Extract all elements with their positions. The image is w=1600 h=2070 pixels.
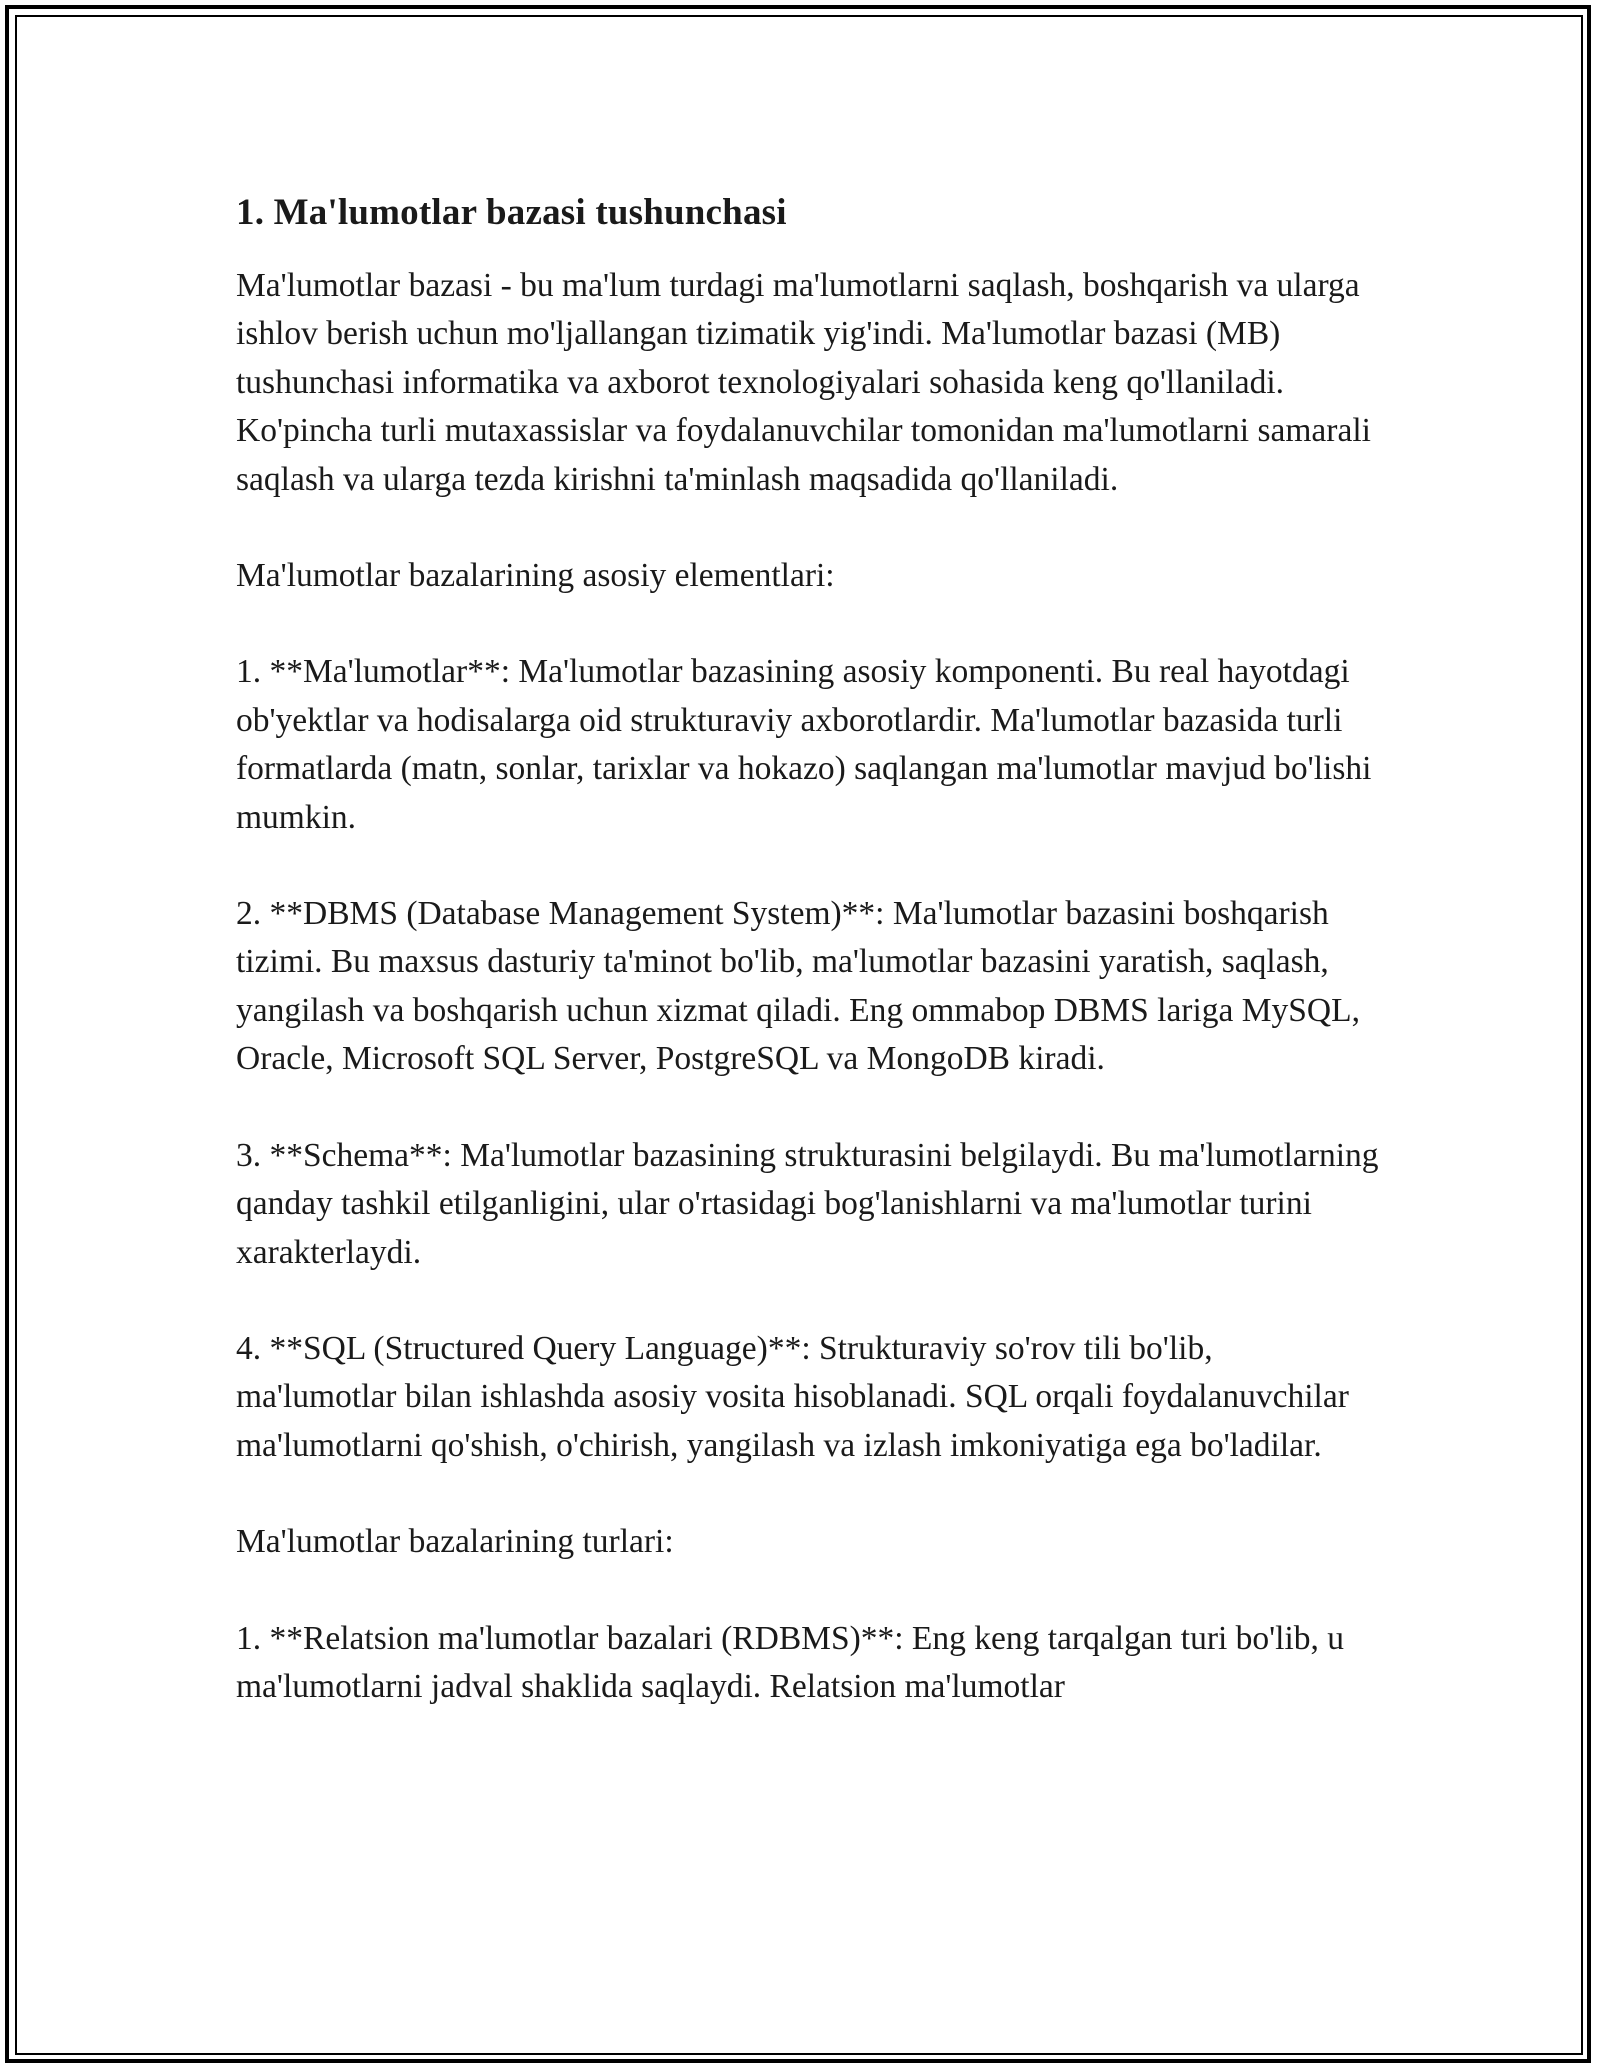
paragraph-types-intro: Ma'lumotlar bazalarining turlari: xyxy=(236,1523,674,1561)
list-item-data: 1. **Ma'lumotlar**: Ma'lumotlar bazasining asosiy komponenti. Bu real hayotdagi ob'yektlar va hodisalarga oid strukturaviy axborotlardir. Ma'lumotlar bazasida turli formatlarda (matn, sonlar, tarixlar va hokazo) saqlangan ma'lumotlar mavjud bo'lishi mumkin. xyxy=(236,653,1372,836)
document-page xyxy=(236,188,1380,1711)
section-heading: 1. Ma'lumotlar bazasi tushunchasi xyxy=(236,192,787,233)
paragraph-elements-intro: Ma'lumotlar bazalarining asosiy elementlari: xyxy=(236,557,835,595)
list-item-dbms: 2. **DBMS (Database Management System)**: Ma'lumotlar bazasini boshqarish tizimi. Bu maxsus dasturiy ta'minot bo'lib, ma'lumotlar bazasini yaratish, saqlash, yangilash va boshqarish uchun xizmat qiladi. Eng ommabop DBMS lariga MySQL, Oracle, Microsoft SQL Server, PostgreSQL va MongoDB kiradi. xyxy=(236,895,1360,1078)
list-item-sql: 4. **SQL (Structured Query Language)**: Strukturaviy so'rov tili bo'lib, ma'lumotlar bilan ishlashda asosiy vosita hisoblanadi. SQL orqali foydalanuvchilar ma'lumotlarni qo'shish, o'chirish, yangilash va izlash imkoniyatiga ega bo'ladilar. xyxy=(236,1329,1349,1464)
paragraph-definition: Ma'lumotlar bazasi - bu ma'lum turdagi ma'lumotlarni saqlash, boshqarish va ularga ishlov berish uchun mo'ljallangan tizimatik yig'indi. Ma'lumotlar bazasi (MB) tushunchasi informatika va axborot texnologiyalari sohasida keng qo'llaniladi. Ko'pincha turli mutaxassislar va foydalanuvchilar tomonidan ma'lumotlarni samarali saqlash va ularga tezda kirishni ta'minlash maqsadida qo'llaniladi. xyxy=(236,267,1371,498)
list-item-schema: 3. **Schema**: Ma'lumotlar bazasining strukturasini belgilaydi. Bu ma'lumotlarning qanday tashkil etilganligini, ular o'rtasidagi bog'lanishlarni va ma'lumotlar turini xarakterlaydi. xyxy=(236,1136,1379,1271)
list-item-rdbms: 1. **Relatsion ma'lumotlar bazalari (RDBMS)**: Eng keng tarqalgan turi bo'lib, u ma'lumotlarni jadval shaklida saqlaydi. Relatsion ma'lumotlar xyxy=(236,1619,1345,1705)
